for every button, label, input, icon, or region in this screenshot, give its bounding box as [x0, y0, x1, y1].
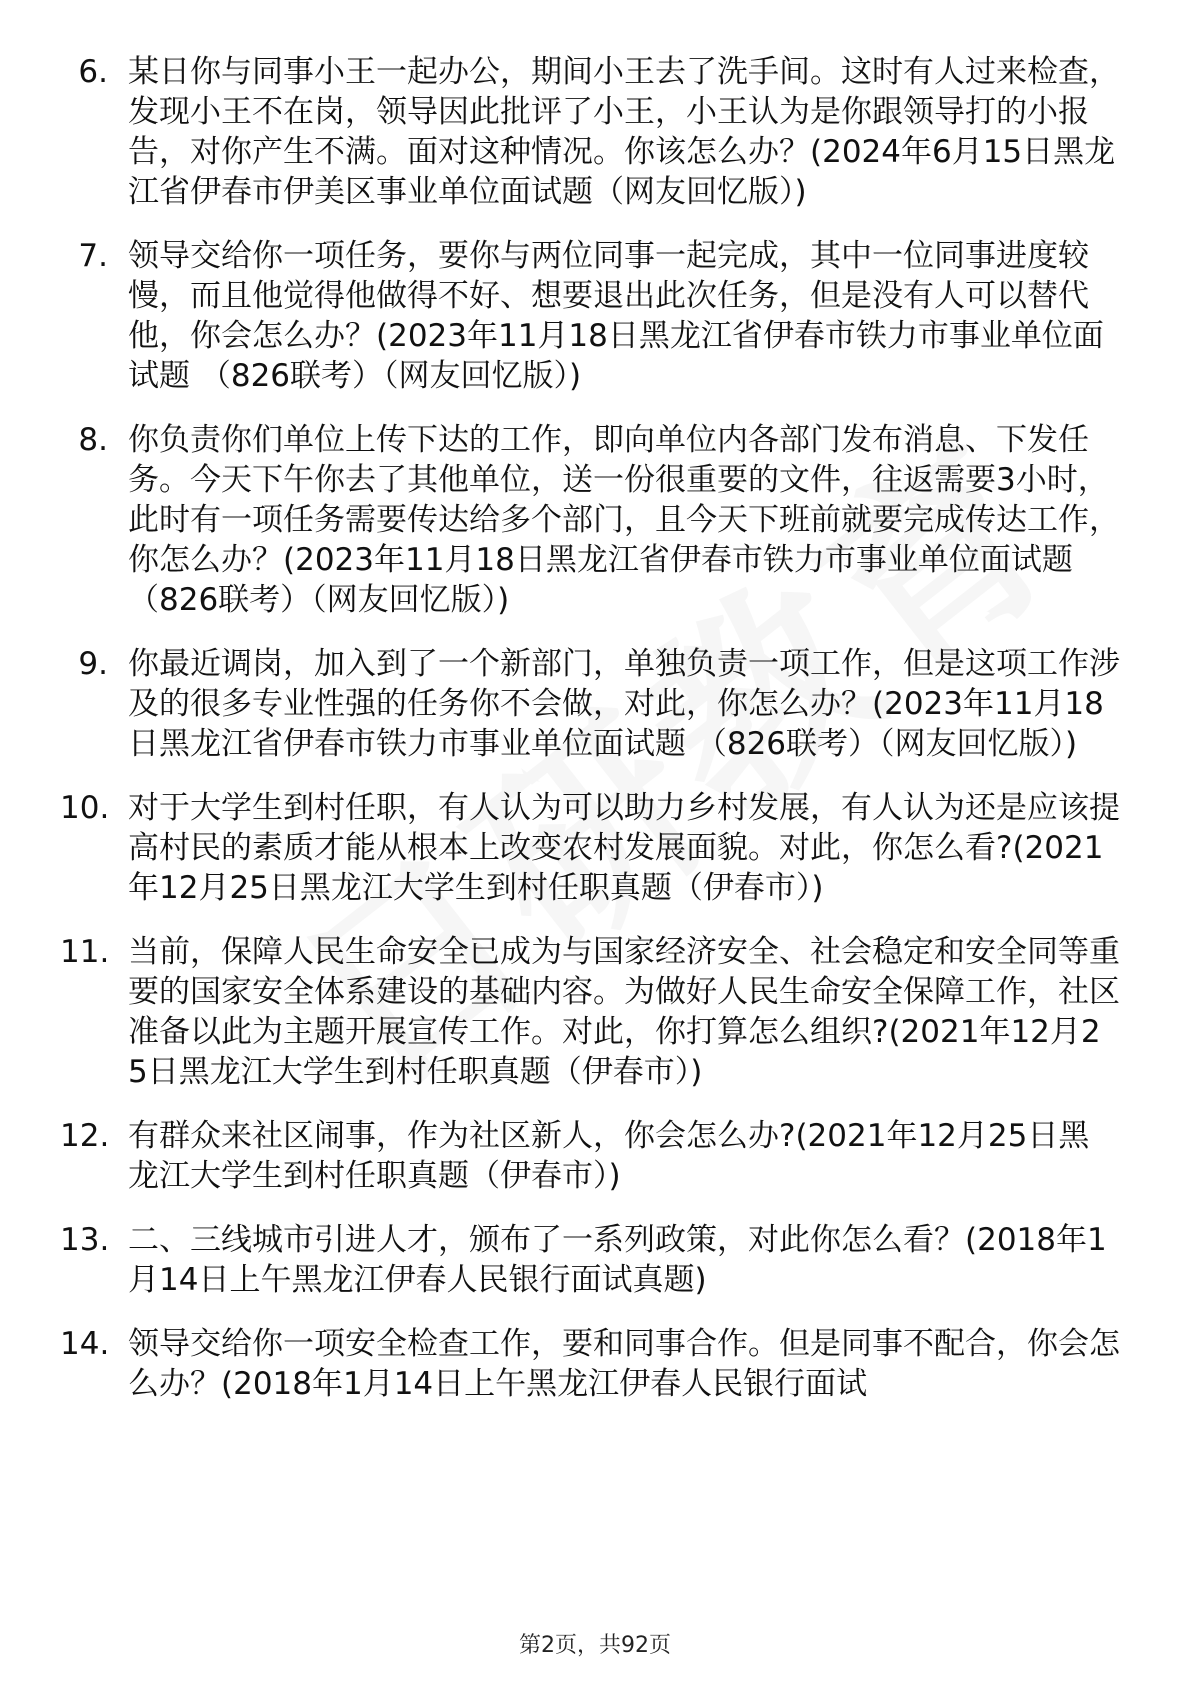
question-item: [0, 1116, 1190, 1196]
question-number: 8.: [78, 422, 108, 458]
question-number: 9.: [78, 646, 108, 682]
question-item: [0, 644, 1190, 764]
question-list: [0, 52, 1190, 1428]
question-text: 当前，保障人民生命安全已成为与国家经济安全、社会稳定和安全同等重要的国家安全体系建设的基础内容。为做好人民生命安全保障工作，社区准备以此为主题开展宣传工作。对此，你打算怎么组织?(2021年12月25日黑龙江大学生到村任职真题（伊春市）): [128, 934, 1120, 1090]
question-item: [0, 420, 1190, 620]
question-text: 某日你与同事小王一起办公，期间小王去了洗手间。这时有人过来检查，发现小王不在岗，领导因此批评了小王，小王认为是你跟领导打的小报告，对你产生不满。面对这种情况。你该怎么办？(2024年6月15日黑龙江省伊春市伊美区事业单位面试题（网友回忆版）): [128, 54, 1120, 210]
question-number: 6.: [78, 54, 108, 90]
question-number: 12.: [60, 1118, 110, 1154]
page-number-label: 第2页，共92页: [519, 1633, 671, 1658]
question-text: 对于大学生到村任职，有人认为可以助力乡村发展，有人认为还是应该提高村民的素质才能从根本上改变农村发展面貌。对此，你怎么看?(2021年12月25日黑龙江大学生到村任职真题（伊春市）): [128, 790, 1120, 906]
question-number: 13.: [60, 1222, 110, 1258]
question-item: [0, 932, 1190, 1092]
page-footer: [0, 1628, 1190, 1659]
question-item: [0, 236, 1190, 396]
question-text: 你最近调岗，加入到了一个新部门，单独负责一项工作，但是这项工作涉及的很多专业性强的任务你不会做，对此，你怎么办？(2023年11月18日黑龙江省伊春市铁力市事业单位面试题 （826联考）（网友回忆版）): [128, 646, 1120, 762]
question-text: 二、三线城市引进人才，颁布了一系列政策，对此你怎么看？(2018年1月14日上午黑龙江伊春人民银行面试真题): [128, 1222, 1107, 1298]
question-text: 领导交给你一项安全检查工作，要和同事合作。但是同事不配合，你会怎么办？(2018年1月14日上午黑龙江伊春人民银行面试: [128, 1326, 1120, 1402]
question-text: 你负责你们单位上传下达的工作，即向单位内各部门发布消息、下发任务。今天下午你去了其他单位，送一份很重要的文件，往返需要3小时，此时有一项任务需要传达给多个部门，且今天下班前就要完成传达工作，你怎么办？(2023年11月18日黑龙江省伊春市铁力市事业单位面试题 （826联考）（网友回忆版）): [128, 422, 1120, 618]
question-text: 有群众来社区闹事，作为社区新人，你会怎么办?(2021年12月25日黑龙江大学生到村任职真题（伊春市）): [128, 1118, 1090, 1194]
question-item: [0, 788, 1190, 908]
question-number: 11.: [60, 934, 110, 970]
question-number: 10.: [60, 790, 110, 826]
question-text: 领导交给你一项任务，要你与两位同事一起完成，其中一位同事进度较慢，而且他觉得他做得不好、想要退出此次任务，但是没有人可以替代他，你会怎么办？(2023年11月18日黑龙江省伊春市铁力市事业单位面试题 （826联考）（网友回忆版）): [128, 238, 1104, 394]
question-number: 7.: [78, 238, 108, 274]
question-item: [0, 1324, 1190, 1404]
question-item: [0, 52, 1190, 212]
question-number: 14.: [60, 1326, 110, 1362]
question-item: [0, 1220, 1190, 1300]
